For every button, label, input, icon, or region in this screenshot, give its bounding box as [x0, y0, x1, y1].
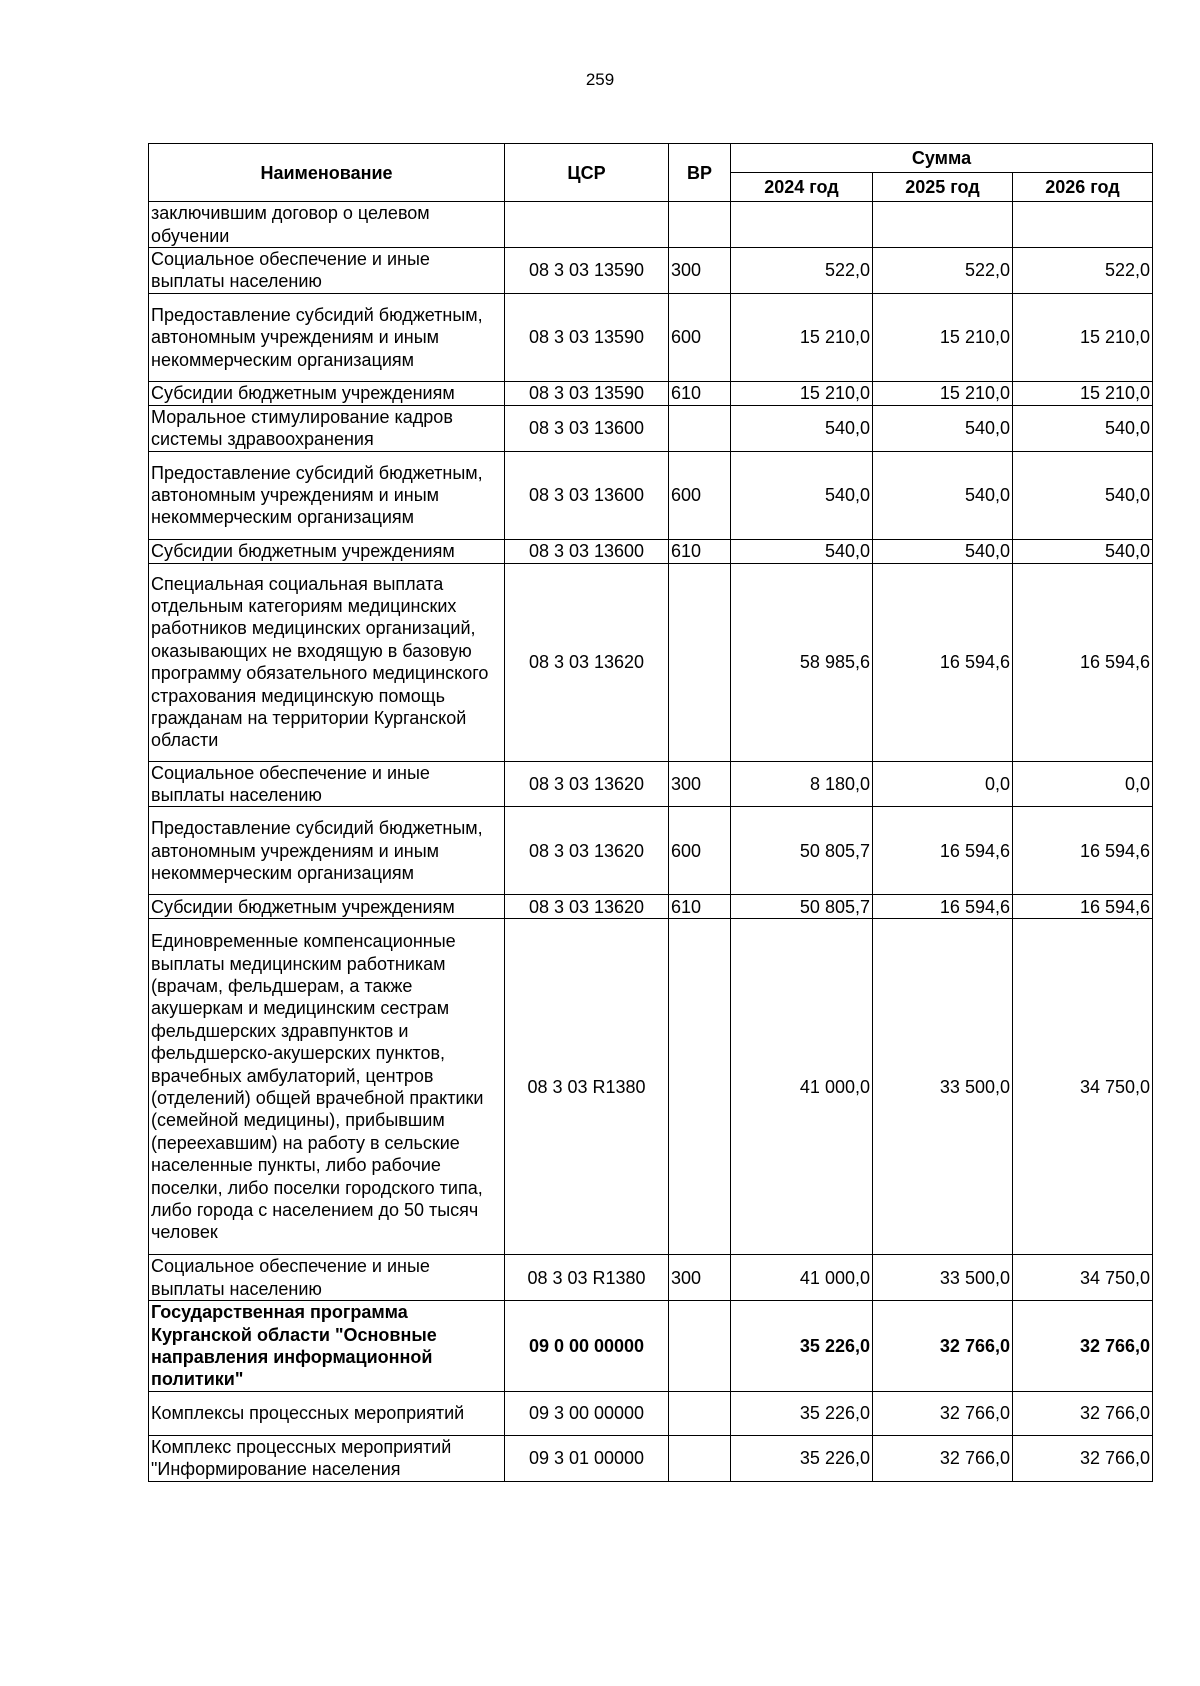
row-csr-cell: 08 3 03 13590	[505, 293, 669, 381]
row-csr-cell: 08 3 03 13620	[505, 761, 669, 807]
row-value-2024-cell	[731, 202, 873, 248]
header-vr: ВР	[669, 144, 731, 202]
row-name-cell: Специальная социальная выплата отдельным категориям медицинских работников медицинских организаций, оказывающих не входящую в базовую программу обязательного медицинского страхования медицинскую помощь гражданам на территории Курганской области	[149, 563, 505, 761]
row-value-2025-cell	[873, 202, 1013, 248]
row-value-2025-cell: 16 594,6	[873, 895, 1013, 919]
table-row	[149, 1255, 1153, 1301]
table-row	[149, 293, 1153, 381]
row-name-cell: Социальное обеспечение и иные выплаты населению	[149, 1255, 505, 1301]
row-value-2025-cell: 32 766,0	[873, 1301, 1013, 1392]
row-value-2026-cell: 540,0	[1013, 405, 1153, 451]
row-value-2025-cell: 15 210,0	[873, 381, 1013, 405]
row-vr-cell	[669, 1391, 731, 1435]
row-value-2025-cell: 33 500,0	[873, 1255, 1013, 1301]
row-value-2024-cell: 540,0	[731, 539, 873, 563]
table-row	[149, 539, 1153, 563]
row-vr-cell: 600	[669, 293, 731, 381]
row-name-cell: Государственная программа Курганской области "Основные направления информационной политики"	[149, 1301, 505, 1392]
table-row	[149, 807, 1153, 895]
budget-table	[148, 143, 1153, 1482]
row-vr-cell: 610	[669, 539, 731, 563]
row-value-2026-cell: 32 766,0	[1013, 1391, 1153, 1435]
row-value-2025-cell: 33 500,0	[873, 919, 1013, 1255]
table-row	[149, 563, 1153, 761]
row-value-2025-cell: 32 766,0	[873, 1391, 1013, 1435]
row-csr-cell: 08 3 03 R1380	[505, 919, 669, 1255]
row-vr-cell: 600	[669, 807, 731, 895]
table-row	[149, 1301, 1153, 1392]
row-value-2024-cell: 41 000,0	[731, 919, 873, 1255]
table-row	[149, 1391, 1153, 1435]
row-value-2024-cell: 50 805,7	[731, 807, 873, 895]
row-vr-cell	[669, 1301, 731, 1392]
row-value-2026-cell: 15 210,0	[1013, 293, 1153, 381]
row-value-2024-cell: 8 180,0	[731, 761, 873, 807]
row-value-2026-cell: 34 750,0	[1013, 919, 1153, 1255]
row-value-2024-cell: 15 210,0	[731, 293, 873, 381]
row-csr-cell: 08 3 03 13600	[505, 539, 669, 563]
header-2026: 2026 год	[1013, 173, 1153, 202]
row-value-2024-cell: 522,0	[731, 248, 873, 294]
row-csr-cell: 09 0 00 00000	[505, 1301, 669, 1392]
row-value-2024-cell: 35 226,0	[731, 1391, 873, 1435]
row-value-2024-cell: 540,0	[731, 451, 873, 539]
row-csr-cell: 08 3 03 13590	[505, 381, 669, 405]
header-2024: 2024 год	[731, 173, 873, 202]
table-row	[149, 248, 1153, 294]
row-value-2026-cell: 0,0	[1013, 761, 1153, 807]
row-name-cell: Социальное обеспечение и иные выплаты населению	[149, 248, 505, 294]
row-value-2024-cell: 35 226,0	[731, 1435, 873, 1481]
row-value-2025-cell: 32 766,0	[873, 1435, 1013, 1481]
row-csr-cell: 08 3 03 13620	[505, 563, 669, 761]
row-value-2025-cell: 16 594,6	[873, 563, 1013, 761]
row-value-2026-cell: 540,0	[1013, 539, 1153, 563]
row-csr-cell: 08 3 03 13620	[505, 895, 669, 919]
row-value-2026-cell: 34 750,0	[1013, 1255, 1153, 1301]
row-value-2025-cell: 15 210,0	[873, 293, 1013, 381]
row-csr-cell: 08 3 03 13620	[505, 807, 669, 895]
row-name-cell: Комплекс процессных мероприятий "Информирование населения	[149, 1435, 505, 1481]
table-row	[149, 1435, 1153, 1481]
row-name-cell: Социальное обеспечение и иные выплаты населению	[149, 761, 505, 807]
row-value-2026-cell: 32 766,0	[1013, 1301, 1153, 1392]
row-value-2024-cell: 35 226,0	[731, 1301, 873, 1392]
row-value-2024-cell: 540,0	[731, 405, 873, 451]
header-csr: ЦСР	[505, 144, 669, 202]
row-name-cell: Единовременные компенсационные выплаты медицинским работникам (врачам, фельдшерам, а также акушеркам и медицинским сестрам фельдшерских здравпунктов и фельдшерско-акушерских пунктов, врачебных амбулаторий, центров (отделений) общей врачебной практики (семейной медицины), прибывшим (переехавшим) на работу в сельские населенные пункты, либо рабочие поселки, либо поселки городского типа, либо города с населением до 50 тысяч человек	[149, 919, 505, 1255]
row-value-2026-cell: 540,0	[1013, 451, 1153, 539]
row-name-cell: Субсидии бюджетным учреждениям	[149, 381, 505, 405]
header-2025: 2025 год	[873, 173, 1013, 202]
row-csr-cell	[505, 202, 669, 248]
row-value-2024-cell: 15 210,0	[731, 381, 873, 405]
header-sum: Сумма	[731, 144, 1153, 173]
table-row	[149, 919, 1153, 1255]
row-value-2024-cell: 50 805,7	[731, 895, 873, 919]
row-vr-cell: 610	[669, 895, 731, 919]
row-name-cell: Предоставление субсидий бюджетным, автономным учреждениям и иным некоммерческим организациям	[149, 807, 505, 895]
row-value-2026-cell: 32 766,0	[1013, 1435, 1153, 1481]
row-value-2026-cell: 522,0	[1013, 248, 1153, 294]
row-name-cell: заключившим договор о целевом обучении	[149, 202, 505, 248]
header-name: Наименование	[149, 144, 505, 202]
row-value-2025-cell: 540,0	[873, 539, 1013, 563]
table-row	[149, 381, 1153, 405]
table-row	[149, 405, 1153, 451]
table-row	[149, 202, 1153, 248]
row-name-cell: Предоставление субсидий бюджетным, автономным учреждениям и иным некоммерческим организациям	[149, 451, 505, 539]
row-value-2025-cell: 522,0	[873, 248, 1013, 294]
row-vr-cell	[669, 202, 731, 248]
page-number: 259	[585, 70, 615, 89]
row-csr-cell: 08 3 03 13590	[505, 248, 669, 294]
row-value-2025-cell: 16 594,6	[873, 807, 1013, 895]
row-vr-cell	[669, 1435, 731, 1481]
row-csr-cell: 09 3 01 00000	[505, 1435, 669, 1481]
row-csr-cell: 08 3 03 R1380	[505, 1255, 669, 1301]
row-name-cell: Субсидии бюджетным учреждениям	[149, 895, 505, 919]
table-row	[149, 895, 1153, 919]
row-value-2026-cell: 15 210,0	[1013, 381, 1153, 405]
row-vr-cell: 600	[669, 451, 731, 539]
row-vr-cell: 300	[669, 1255, 731, 1301]
row-value-2025-cell: 540,0	[873, 451, 1013, 539]
table-row	[149, 451, 1153, 539]
row-csr-cell: 08 3 03 13600	[505, 405, 669, 451]
row-vr-cell	[669, 563, 731, 761]
row-vr-cell: 300	[669, 761, 731, 807]
row-value-2026-cell: 16 594,6	[1013, 563, 1153, 761]
row-value-2024-cell: 41 000,0	[731, 1255, 873, 1301]
row-value-2026-cell: 16 594,6	[1013, 807, 1153, 895]
row-vr-cell: 300	[669, 248, 731, 294]
row-name-cell: Предоставление субсидий бюджетным, автономным учреждениям и иным некоммерческим организациям	[149, 293, 505, 381]
table-body	[149, 202, 1153, 1482]
row-name-cell: Комплексы процессных мероприятий	[149, 1391, 505, 1435]
row-value-2025-cell: 540,0	[873, 405, 1013, 451]
row-value-2026-cell	[1013, 202, 1153, 248]
row-name-cell: Субсидии бюджетным учреждениям	[149, 539, 505, 563]
table-row	[149, 761, 1153, 807]
row-name-cell: Моральное стимулирование кадров системы здравоохранения	[149, 405, 505, 451]
row-vr-cell	[669, 919, 731, 1255]
row-value-2024-cell: 58 985,6	[731, 563, 873, 761]
row-csr-cell: 09 3 00 00000	[505, 1391, 669, 1435]
row-value-2025-cell: 0,0	[873, 761, 1013, 807]
row-vr-cell: 610	[669, 381, 731, 405]
row-vr-cell	[669, 405, 731, 451]
row-csr-cell: 08 3 03 13600	[505, 451, 669, 539]
row-value-2026-cell: 16 594,6	[1013, 895, 1153, 919]
